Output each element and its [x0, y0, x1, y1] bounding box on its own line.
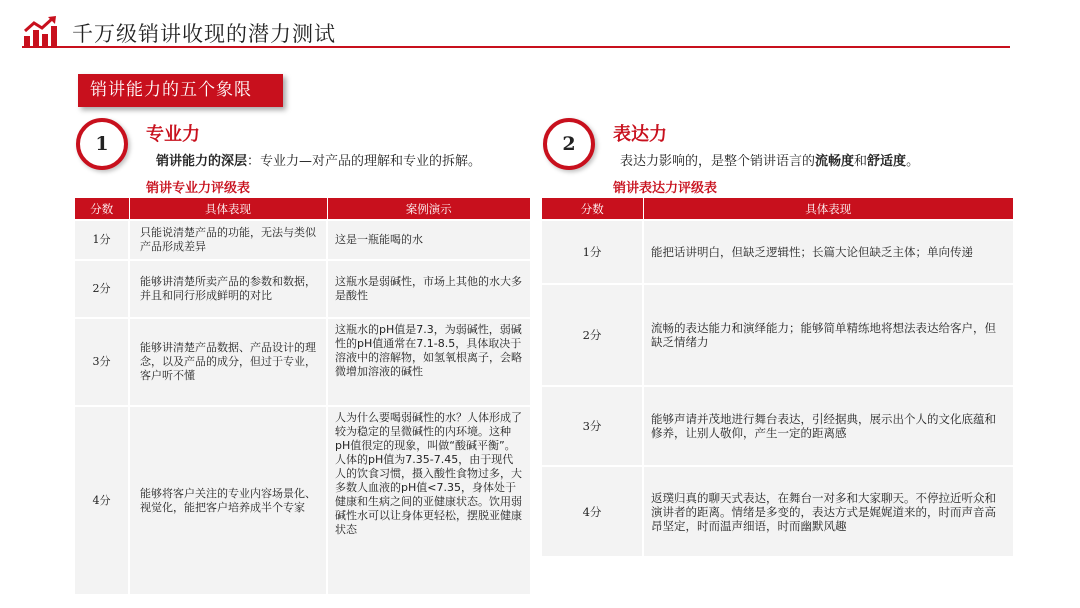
performance-cell: 能够讲清楚所卖产品的参数和数据，并且和同行形成鲜明的对比 — [129, 260, 327, 318]
example-cell: 这瓶水的pH值是7.3，为弱碱性，弱碱性的pH值通常在7.1-8.5，具体取决于溶液中的溶解物，如氢氧根离子，会略微增加溶液的碱性 — [327, 318, 530, 406]
description-text: 。 — [906, 154, 920, 169]
score-cell: 3分 — [542, 386, 643, 466]
description-emphasis: 流畅度 — [815, 154, 855, 169]
header-performance: 具体表现 — [129, 198, 327, 220]
section-title-professional: 专业力 — [146, 124, 200, 145]
header-score: 分数 — [75, 198, 129, 220]
description-text: ：专业力—对产品的理解和专业的拆解。 — [247, 154, 482, 169]
professional-rating-table — [75, 198, 530, 594]
section-description-expression — [620, 150, 919, 169]
performance-cell: 只能说清楚产品的功能，无法与类似产品形成差异 — [129, 220, 327, 260]
performance-cell: 返璞归真的聊天式表达，在舞台一对多和大家聊天。不停拉近听众和演讲者的距离。情绪是多变的，表达方式是娓娓道来的，时而声音高昂坚定，时而温声细语，时而幽默风趣 — [643, 466, 1013, 556]
example-cell: 人为什么要喝弱碱性的水？人体形成了较为稳定的呈微碱性的内环境。这种pH值很定的现象，叫做“酸碱平衡”。人体的pH值为7.35-7.45，由于现代人的饮食习惯，摄入酸性食物过多，大多数人血液的pH值<7.35，身体处于健康和生病之间的亚健康状态。饮用弱碱性水可以让身体更轻松，摆脱亚健康状态 — [327, 406, 530, 594]
table-row — [542, 284, 1013, 386]
performance-cell: 能把话讲明白，但缺乏逻辑性；长篇大论但缺乏主体；单向传递 — [643, 220, 1013, 284]
table-row — [75, 406, 530, 594]
section-description-professional — [156, 150, 481, 169]
bar-chart-growth-icon — [22, 16, 58, 48]
score-cell: 2分 — [75, 260, 129, 318]
table-row — [542, 386, 1013, 466]
description-text: 表达力影响的，是整个销讲语言的 — [620, 154, 816, 169]
title-divider — [22, 46, 1010, 48]
example-cell: 这瓶水是弱碱性，市场上其他的水大多是酸性 — [327, 260, 530, 318]
score-cell: 4分 — [75, 406, 129, 594]
performance-cell: 能够声请并茂地进行舞台表达，引经据典，展示出个人的文化底蕴和修养，让别人敬仰，产生一定的距离感 — [643, 386, 1013, 466]
table-caption-professional: 销讲专业力评级表 — [146, 181, 251, 196]
description-emphasis: 舒适度 — [867, 154, 907, 169]
performance-cell: 能够讲清楚产品数据、产品设计的理念，以及产品的成分，但过于专业，客户听不懂 — [129, 318, 327, 406]
description-emphasis: 销讲能力的深层 — [156, 154, 248, 169]
header-performance: 具体表现 — [643, 198, 1013, 220]
header-score: 分数 — [542, 198, 643, 220]
table-row — [542, 466, 1013, 556]
score-cell: 1分 — [542, 220, 643, 284]
performance-cell: 流畅的表达能力和演绎能力；能够简单精练地将想法表达给客户，但缺乏情绪力 — [643, 284, 1013, 386]
section-tag: 销讲能力的五个象限 — [78, 74, 283, 107]
performance-cell: 能够将客户关注的专业内容场景化、视觉化，能把客户培养成半个专家 — [129, 406, 327, 594]
number-badge-2: 2 — [543, 118, 595, 170]
table-row — [75, 318, 530, 406]
score-cell: 3分 — [75, 318, 129, 406]
header-example: 案例演示 — [327, 198, 530, 220]
table-row — [542, 220, 1013, 284]
example-cell: 这是一瓶能喝的水 — [327, 220, 530, 260]
section-title-expression: 表达力 — [613, 124, 667, 145]
expression-rating-table — [542, 198, 1013, 556]
table-row — [75, 260, 530, 318]
score-cell: 4分 — [542, 466, 643, 556]
number-badge-1: 1 — [76, 118, 128, 170]
table-caption-expression: 销讲表达力评级表 — [613, 181, 718, 196]
score-cell: 2分 — [542, 284, 643, 386]
score-cell: 1分 — [75, 220, 129, 260]
table-row — [75, 220, 530, 260]
description-text: 和 — [854, 154, 868, 169]
page-title: 千万级销讲收现的潜力测试 — [72, 22, 336, 46]
